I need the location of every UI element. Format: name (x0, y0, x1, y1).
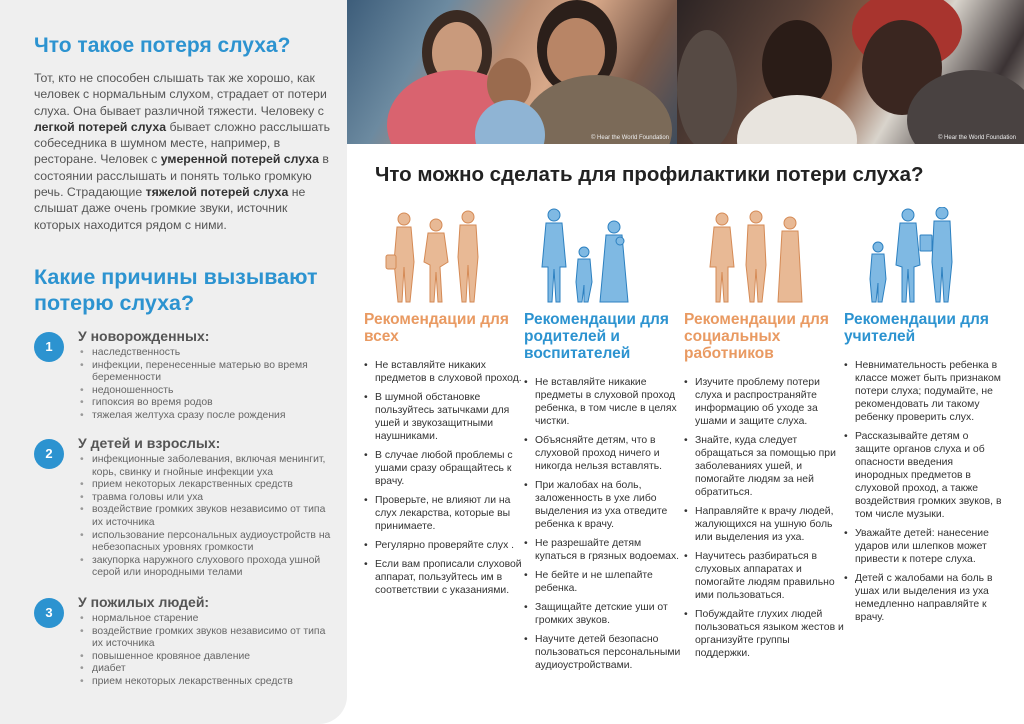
photo-credit: © Hear the World Foundation (937, 135, 1016, 141)
list-item: • нормальное старение (78, 613, 338, 626)
cause-list (78, 347, 338, 423)
photo-figure (677, 30, 737, 144)
cause-list (78, 454, 338, 580)
list-item: • наследственность (78, 347, 338, 360)
list-item: • Регулярно проверяйте слух . (364, 539, 524, 552)
recommendation-list (684, 376, 844, 660)
list-item: • В шумной обстановке пользуйтесь затычками для ушей и звукозащитными наушниками. (364, 391, 524, 443)
column-teachers (844, 207, 1004, 630)
people-illustration (364, 207, 514, 307)
workers-illustration (684, 207, 834, 307)
list-item: • воздействие громких звуков независимо от типа их источника (78, 626, 338, 651)
prevention-title: Что можно сделать для профилактики потери слуха? (375, 163, 924, 186)
family-illustration (524, 207, 674, 307)
list-item: • В случае любой проблемы с ушами сразу обращайтесь к врачу. (364, 449, 524, 488)
list-item: • Научитесь разбираться в слуховых аппаратах и помогайте людям правильно ими пользоваться. (684, 550, 844, 602)
list-item: • Не вставляйте никаких предметов в слуховой проход. (364, 359, 524, 385)
list-item: • диабет (78, 663, 338, 676)
list-item: • тяжелая желтуха сразу после рождения (78, 410, 338, 423)
list-item: • использование персональных аудиоустройств на небезопасных уровнях громкости (78, 530, 338, 555)
list-item: • Не бейте и не шлепайте ребенка. (524, 569, 684, 595)
left-panel (0, 0, 347, 724)
list-item: • прием некоторых лекарственных средств (78, 676, 338, 689)
cause-title: У новорожденных: (78, 328, 210, 344)
list-item: • Научите детей безопасно пользоваться персональными аудиоустройствами. (524, 633, 684, 672)
intro-text: Тот, кто не способен слышать так же хорошо, как человек с нормальным слухом, страдает от потери слуха. Она бывает различной тяжести. Человеку с (34, 71, 327, 118)
list-item: • инфекции, перенесенные матерью во время беременности (78, 360, 338, 385)
list-item: • воздействие громких звуков независимо от типа их источника (78, 504, 338, 529)
column-social-workers (684, 207, 844, 666)
list-item: • инфекционные заболевания, включая менингит, корь, свинку и гнойные инфекции уха (78, 454, 338, 479)
column-parents (524, 207, 684, 678)
list-item: • травма головы или уха (78, 492, 338, 505)
column-title: Рекомендации для социальных работников (684, 311, 829, 362)
list-item: • Объясняйте детям, что в слуховой проход ничего и никогда нельзя вставлять. (524, 434, 684, 473)
photo-figure (737, 95, 857, 144)
column-everyone (364, 207, 524, 603)
intro-emphasis: умеренной потерей слуха (160, 152, 319, 167)
list-item: • При жалобах на боль, заложенность в ухе либо выделения из уха отведите ребенка к врачу. (524, 479, 684, 531)
list-item: • гипоксия во время родов (78, 397, 338, 410)
causes-title: Какие причины вызывают потерю слуха? (34, 265, 318, 315)
intro-emphasis: легкой потерей слуха (34, 119, 167, 134)
list-item: • Защищайте детские уши от громких звуков. (524, 601, 684, 627)
list-item: • Уважайте детей: нанесение ударов или шлепков может привести к потере слуха. (844, 527, 1004, 566)
list-item: • прием некоторых лекарственных средств (78, 479, 338, 492)
list-item: • Изучите проблему потери слуха и распространяйте информацию об уходе за ушами и защите слуха. (684, 376, 844, 428)
recommendation-list (364, 359, 524, 597)
list-item: • Рассказывайте детям о защите органов слуха и об опасности введения инородных предметов в слуховой проход, а также воздействия громких звуков, в том числе музыки. (844, 430, 1004, 521)
number-badge-3: 3 (34, 598, 64, 628)
cause-title: У детей и взрослых: (78, 435, 221, 451)
list-item: • Если вам прописали слуховой аппарат, пользуйтесь им в соответствии с указаниями. (364, 558, 524, 597)
list-item: • Детей с жалобами на боль в ушах или выделения из уха немедленно направляйте к врачу. (844, 572, 1004, 624)
recommendation-list (844, 359, 1004, 624)
cause-title: У пожилых людей: (78, 594, 210, 610)
list-item: • Побуждайте глухих людей пользоваться языком жестов и организуйте группы поддержки. (684, 608, 844, 660)
intro-text: в состоянии расслышать и понять только громкую речь. Страдающие (34, 152, 329, 200)
list-item: • Невнимательность ребенка в классе может быть признаком потери слуха; подумайте, не рекомендовать ли такому ребенку проверить слух. (844, 359, 1004, 424)
what-is-hearing-loss-title: Что такое потеря слуха? (34, 34, 291, 57)
photo-women-and-child (347, 0, 677, 144)
column-title: Рекомендации для всех (364, 311, 509, 345)
list-item: • закупорка наружного слухового прохода ушной серой или инородными телами (78, 555, 338, 580)
list-item: • Не вставляйте никакие предметы в слуховой проход ребенка, в том числе в целях чистки. (524, 376, 684, 428)
cause-list (78, 613, 338, 689)
intro-text: бывает сложно расслышать собеседника в шумном месте, например, в ресторане. Человек с (34, 119, 330, 167)
list-item: • недоношенность (78, 385, 338, 398)
list-item: • Проверьте, не влияют ли на слух лекарства, которые вы принимаете. (364, 494, 524, 533)
intro-text: не слышат даже очень громкие звуки, источник которых находится рядом с ними. (34, 185, 306, 232)
list-item: • Направляйте к врачу людей, жалующихся на ушную боль или выделения из уха. (684, 505, 844, 544)
number-badge-2: 2 (34, 439, 64, 469)
list-item: • Не разрешайте детям купаться в грязных водоемах. (524, 537, 684, 563)
column-title: Рекомендации для учителей (844, 311, 989, 345)
intro-emphasis: тяжелой потерей слуха (145, 185, 289, 200)
recommendation-list (524, 376, 684, 672)
intro-paragraph (34, 70, 334, 233)
list-item: • повышенное кровяное давление (78, 651, 338, 664)
teachers-illustration (844, 207, 994, 307)
list-item: • Знайте, куда следует обращаться за помощью при заболеваниях ушей, и помогайте людям за ней обратиться. (684, 434, 844, 499)
photo-credit: © Hear the World Foundation (590, 135, 669, 141)
photo-hearing-test (677, 0, 1024, 144)
column-title: Рекомендации для родителей и воспитателей (524, 311, 669, 362)
number-badge-1: 1 (34, 332, 64, 362)
